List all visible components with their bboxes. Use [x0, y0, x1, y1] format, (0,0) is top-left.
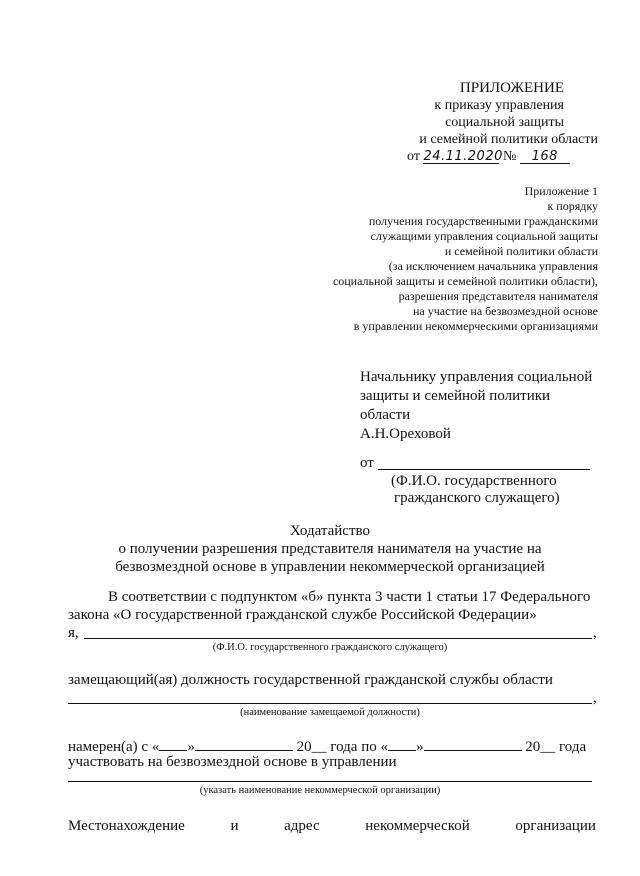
header-number-label: № — [502, 149, 517, 164]
header-title: ПРИЛОЖЕНИЕ — [459, 80, 564, 96]
month-from-blank — [195, 736, 293, 751]
month-to-blank — [424, 736, 522, 751]
appendix-line-8: разрешения представителя нанимателя — [398, 289, 598, 303]
appendix-line-7: социальной защиты и семейной политики области), — [332, 274, 598, 288]
p4-word-1: Местонахождение — [68, 818, 185, 834]
year-to-text: 20__ года — [525, 739, 587, 755]
quote-close-2: » — [416, 739, 424, 755]
document-subtitle-2: безвозмездной основе в управлении некоммерческой организацией — [115, 559, 545, 575]
addressee-fio-line — [378, 469, 590, 470]
addressee-line-3: области — [360, 407, 411, 423]
appendix-line-5: и семейной политики области — [444, 244, 598, 258]
header-number: 168 — [520, 149, 570, 164]
appendix-line-6: (за исключением начальника управления — [388, 259, 598, 273]
position-input-line — [68, 703, 592, 704]
body-p2-line1: замещающий(ая) должность государственной гражданской службы области — [68, 672, 553, 688]
p4-word-2: и — [230, 818, 239, 834]
appendix-line-10: в управлении некоммерческими организациями — [353, 319, 598, 333]
organization-input-line — [68, 781, 592, 782]
body-p3-line1 — [68, 736, 586, 756]
appendix-line-1: Приложение 1 — [524, 184, 598, 198]
caption-position: (наименование замещаемой должности) — [240, 707, 420, 718]
p4-word-5: организации — [515, 818, 596, 834]
body-p1-line2: закона «О государственной гражданской службе Российской Федерации» — [68, 607, 537, 623]
addressee-caption-2: гражданского служащего) — [394, 490, 560, 506]
day-from-blank — [159, 736, 187, 751]
p4-word-3: адрес — [284, 818, 320, 834]
caption-fio: (Ф.И.О. государственного гражданского служащего) — [212, 642, 448, 653]
appendix-line-3: получения государственными гражданскими — [368, 214, 598, 228]
document-title: Ходатайство — [290, 523, 370, 539]
p4-word-4: некоммерческой — [365, 818, 470, 834]
addressee-line-2: защиты и семейной политики — [360, 388, 551, 404]
body-p1-line3-start: я, — [68, 625, 79, 641]
header-line-2: социальной защиты — [445, 115, 564, 130]
day-to-blank — [388, 736, 416, 751]
intent-text: намерен(а) с « — [68, 739, 160, 755]
header-line-3: и семейной политики области — [419, 132, 598, 147]
addressee-line-1: Начальнику управления социальной — [360, 369, 593, 385]
appendix-line-4: служащими управления социальной защиты — [370, 229, 598, 243]
document-subtitle-1: о получении разрешения представителя нанимателя на участие на — [118, 541, 542, 557]
fio-input-line — [84, 638, 592, 639]
header-date: 24.11.2020 — [423, 149, 503, 164]
body-p3-line2: участвовать на безвозмездной основе в управлении — [68, 754, 397, 770]
header-from-label: от — [407, 149, 420, 164]
addressee-name: А.Н.Ореховой — [360, 426, 451, 442]
year-from-text: 20__ года по « — [296, 739, 388, 755]
body-p1-line1: В соответствии с подпунктом «б» пункта 3 части 1 статьи 17 Федерального — [108, 589, 591, 605]
body-p1-line3-end: , — [593, 625, 597, 641]
header-line-1: к приказу управления — [434, 98, 564, 113]
addressee-from-label: от — [360, 455, 374, 471]
header-date-number-row — [407, 149, 570, 165]
quote-close-1: » — [187, 739, 195, 755]
body-p4-line1 — [68, 818, 596, 835]
appendix-line-2: к порядку — [547, 199, 598, 213]
appendix-line-9: на участие на безвозмездной основе — [413, 304, 598, 318]
body-p2-line2-end: , — [593, 690, 597, 706]
addressee-caption-1: (Ф.И.О. государственного — [391, 473, 557, 489]
caption-organization: (указать наименование некоммерческой организации) — [199, 785, 441, 796]
